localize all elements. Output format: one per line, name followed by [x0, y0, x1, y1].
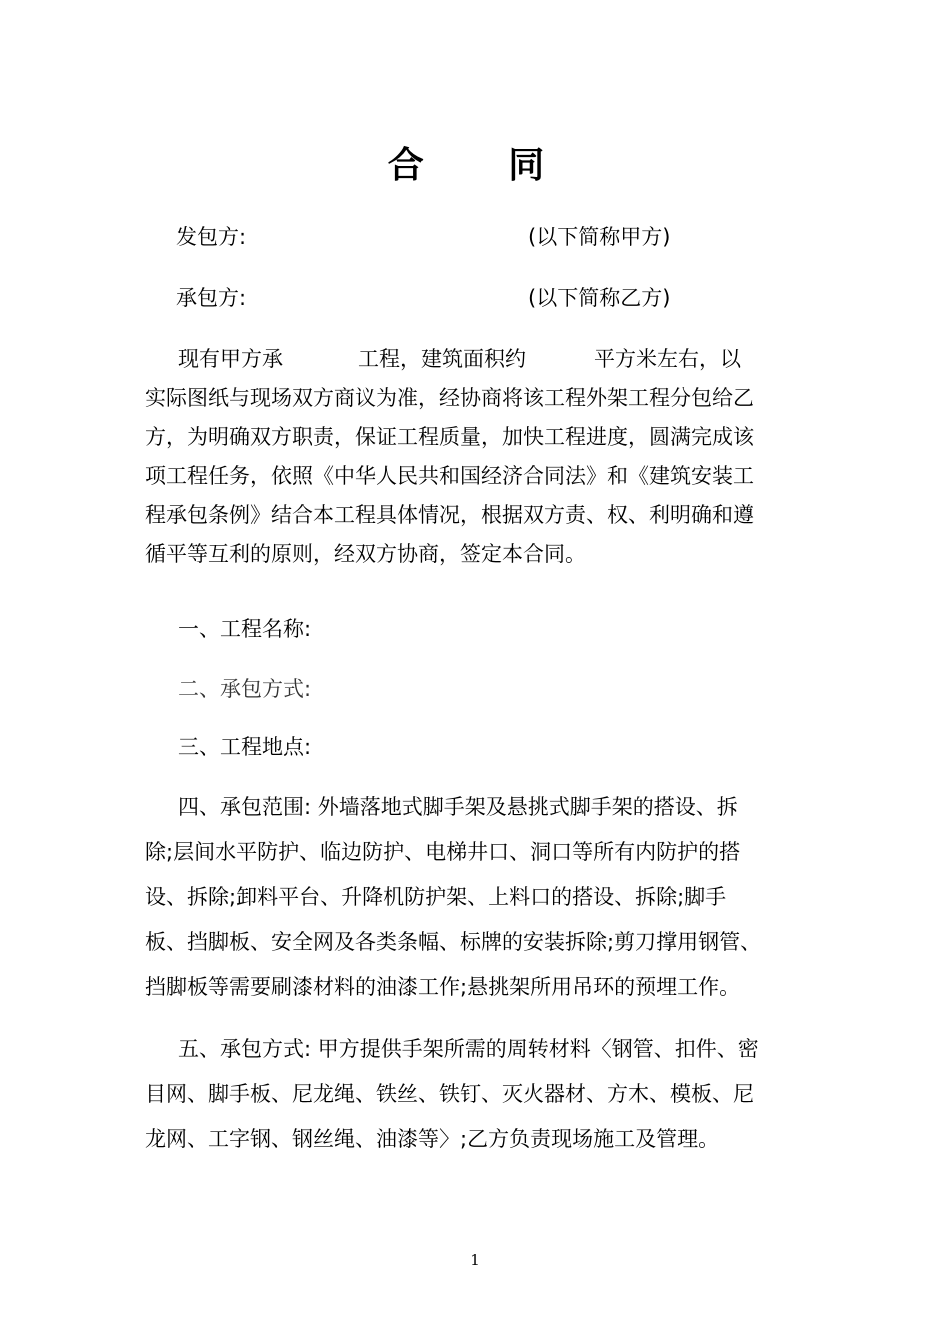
document-title: 合 同: [387, 144, 581, 186]
section-contract-method: [145, 1027, 815, 1162]
scope-line-2: 除;层间水平防护、临边防护、电梯井口、洞口等所有内防护的搭: [145, 840, 741, 864]
intro-line-4: 项工程任务，依照《中华人民共和国经济合同法》和《建筑安装工: [145, 464, 754, 488]
party-b-note: (以下简称乙方): [528, 286, 671, 310]
party-a-row: [176, 220, 736, 254]
intro-line-2: 实际图纸与现场双方商议为准，经协商将该工程外架工程分包给乙: [145, 386, 754, 410]
intro-line-1-part-a: 现有甲方承: [178, 347, 283, 371]
party-a-label: 发包方:: [176, 225, 247, 249]
page-number: 1: [470, 1251, 480, 1269]
method-line-3: 龙网、工字钢、钢丝绳、油漆等〉;乙方负责现场施工及管理。: [145, 1127, 720, 1151]
party-b-row: [176, 281, 736, 315]
intro-paragraph: [145, 340, 805, 574]
scope-line-1: 四、承包范围: 外墙落地式脚手架及悬挑式脚手架的搭设、拆: [178, 795, 738, 819]
intro-line-6: 循平等互利的原则，经双方协商，签定本合同。: [145, 542, 586, 566]
section-contract-mode: 二、承包方式:: [178, 677, 312, 701]
intro-line-1-part-c: 平方米左右，以: [594, 347, 741, 371]
section-project-location: 三、工程地点:: [178, 735, 312, 759]
scope-line-5: 挡脚板等需要刷漆材料的油漆工作;悬挑架所用吊环的预埋工作。: [145, 975, 741, 999]
section-project-name: 一、工程名称:: [178, 617, 312, 641]
method-line-2: 目网、脚手板、尼龙绳、铁丝、铁钉、灭火器材、方木、模板、尼: [145, 1082, 754, 1106]
section-scope: [145, 785, 815, 1010]
method-line-1: 五、承包方式: 甲方提供手架所需的周转材料〈钢管、扣件、密: [178, 1037, 759, 1061]
intro-line-3: 方，为明确双方职责，保证工程质量，加快工程进度，圆满完成该: [145, 425, 754, 449]
party-a-note: (以下简称甲方): [528, 225, 671, 249]
scope-line-3: 设、拆除;卸料平台、升降机防护架、上料口的搭设、拆除;脚手: [145, 885, 727, 909]
party-b-label: 承包方:: [176, 286, 247, 310]
intro-line-1-part-b: 工程，建筑面积约: [358, 347, 526, 371]
intro-line-1: [145, 340, 805, 379]
intro-line-5: 程承包条例》结合本工程具体情况，根据双方责、权、利明确和遵: [145, 503, 754, 527]
scope-line-4: 板、挡脚板、安全网及各类条幅、标牌的安装拆除;剪刀撑用钢管、: [145, 930, 762, 954]
